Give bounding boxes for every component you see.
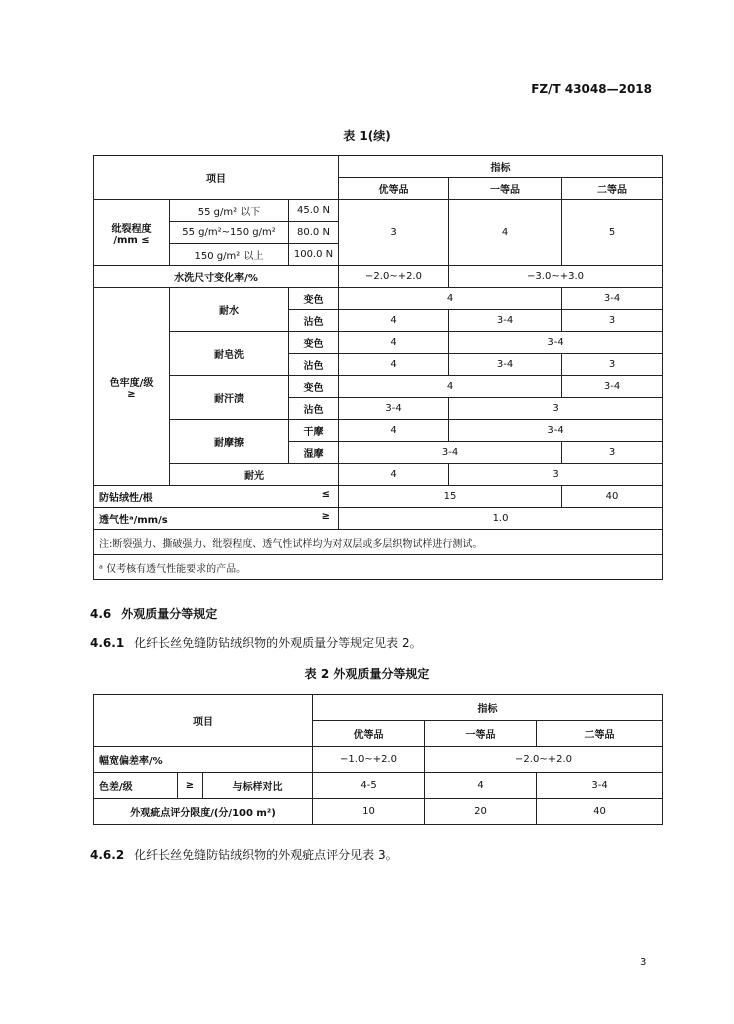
paragraph-number: 4.6.1 [90, 636, 125, 650]
table2-caption: 表 2 外观质量分等规定 [304, 667, 430, 681]
color-diff-symbol: ≥ [178, 773, 203, 799]
cell-value: 4 [339, 310, 449, 332]
seam-label-line2: /mm ≤ [113, 234, 150, 246]
rub-label: 耐摩擦 [170, 420, 289, 464]
air-label [94, 508, 339, 530]
grade-header: 优等品 [313, 721, 425, 747]
paragraph [90, 846, 398, 863]
soap-label: 耐皂洗 [170, 332, 289, 376]
fastness-label-line2: ≥ [127, 388, 136, 400]
dry-rub-label: 干摩 [289, 420, 339, 442]
section-title: 外观质量分等规定 [121, 607, 218, 621]
cell-value: 4-5 [313, 773, 425, 799]
table-row [94, 530, 663, 555]
color-diff-sub: 与标样对比 [203, 773, 313, 799]
cell-value: 4 [339, 354, 449, 376]
cell-value: 3-4 [449, 420, 663, 442]
table-row [94, 332, 663, 354]
seam-weight: 55 g/m² 以下 [170, 200, 289, 222]
table-row [94, 555, 663, 580]
paragraph-text: 化纤长丝免缝防钻绒织物的外观质量分等规定见表 2。 [134, 636, 422, 650]
page-number: 3 [640, 957, 647, 968]
fastness-label [94, 288, 170, 486]
cell-value: 3 [562, 442, 663, 464]
down-label [94, 486, 339, 508]
sweat-label: 耐汗渍 [170, 376, 289, 420]
table-row [94, 773, 663, 799]
cell-value: 40 [562, 486, 663, 508]
cell-value: 4 [339, 332, 449, 354]
air-symbol: ≥ [321, 511, 331, 522]
defect-label: 外观疵点评分限度/(分/100 m²) [94, 799, 313, 825]
wash-label: 水洗尺寸变化率/% [94, 266, 339, 288]
grade-header: 二等品 [537, 721, 663, 747]
grade-header: 二等品 [562, 178, 663, 200]
table-row [94, 464, 663, 486]
wash-value: −3.0~+3.0 [449, 266, 663, 288]
table-note: 注:断裂强力、撕破强力、纰裂程度、透气性试样均为对双层或多层织物试样进行测试。 [94, 530, 663, 555]
cell-value: −2.0~+2.0 [425, 747, 663, 773]
grade-header: 一等品 [449, 178, 562, 200]
grade-header: 一等品 [425, 721, 537, 747]
section-number: 4.6 [90, 607, 112, 621]
cell-value: 3-4 [562, 376, 663, 398]
cell-value: 20 [425, 799, 537, 825]
paragraph-number: 4.6.2 [90, 848, 125, 862]
staining-label: 沾色 [289, 354, 339, 376]
table-row [94, 695, 663, 721]
color-change-label: 变色 [289, 288, 339, 310]
table-row [94, 747, 663, 773]
cell-value: 3 [562, 310, 663, 332]
grade-header: 优等品 [339, 178, 449, 200]
table-row [94, 156, 663, 178]
down-label-text: 防钻绒性/根 [99, 493, 153, 504]
seam-force: 45.0 N [289, 200, 339, 222]
seam-label [94, 200, 170, 266]
table-row [94, 486, 663, 508]
col-item-header: 项目 [94, 156, 339, 200]
table-row [94, 420, 663, 442]
cell-value: 3 [449, 398, 663, 420]
cell-value: −1.0~+2.0 [313, 747, 425, 773]
table-row [94, 508, 663, 530]
cell-value: 3-4 [562, 288, 663, 310]
table2 [93, 694, 663, 825]
cell-value: 4 [339, 288, 562, 310]
cell-value: 4 [339, 376, 562, 398]
color-change-label: 变色 [289, 376, 339, 398]
width-label: 幅宽偏差率/% [94, 747, 313, 773]
standard-number: FZ/T 43048—2018 [531, 82, 652, 96]
table-row [94, 799, 663, 825]
fastness-label-line1: 色牢度/级 [109, 377, 154, 389]
wet-rub-label: 湿摩 [289, 442, 339, 464]
paragraph [90, 634, 422, 651]
cell-value: 40 [537, 799, 663, 825]
air-label-text: 透气性ᵃ/mm/s [99, 515, 168, 526]
water-label: 耐水 [170, 288, 289, 332]
table-footnote: ᵃ 仅考核有透气性能要求的产品。 [94, 555, 663, 580]
cell-value: 1.0 [339, 508, 663, 530]
seam-weight: 55 g/m²~150 g/m² [170, 222, 289, 244]
col-index-header: 指标 [339, 156, 663, 178]
seam-label-line1: 纰裂程度 [111, 223, 152, 235]
color-change-label: 变色 [289, 332, 339, 354]
down-symbol: ≤ [321, 489, 331, 500]
paragraph-text: 化纤长丝免缝防钻绒织物的外观疵点评分见表 3。 [134, 848, 398, 862]
seam-value: 4 [449, 200, 562, 266]
cell-value: 3-4 [339, 398, 449, 420]
seam-value: 3 [339, 200, 449, 266]
col-index-header: 指标 [313, 695, 663, 721]
light-label: 耐光 [170, 464, 339, 486]
table1 [93, 155, 663, 580]
table1-caption: 表 1(续) [343, 129, 391, 143]
cell-value: 3-4 [449, 354, 562, 376]
table-row [94, 200, 663, 222]
table-row [94, 376, 663, 398]
cell-value: 3 [562, 354, 663, 376]
section-heading [90, 605, 227, 622]
wash-value: −2.0~+2.0 [339, 266, 449, 288]
cell-value: 4 [339, 420, 449, 442]
col-item-header: 项目 [94, 695, 313, 747]
seam-value: 5 [562, 200, 663, 266]
cell-value: 4 [425, 773, 537, 799]
seam-force: 100.0 N [289, 244, 339, 266]
staining-label: 沾色 [289, 398, 339, 420]
seam-weight: 150 g/m² 以上 [170, 244, 289, 266]
cell-value: 3-4 [449, 332, 663, 354]
cell-value: 15 [339, 486, 562, 508]
table-row [94, 266, 663, 288]
table-row [94, 288, 663, 310]
color-diff-label: 色差/级 [94, 773, 178, 799]
cell-value: 3-4 [537, 773, 663, 799]
cell-value: 3-4 [339, 442, 562, 464]
cell-value: 3-4 [449, 310, 562, 332]
cell-value: 10 [313, 799, 425, 825]
seam-force: 80.0 N [289, 222, 339, 244]
cell-value: 3 [449, 464, 663, 486]
staining-label: 沾色 [289, 310, 339, 332]
cell-value: 4 [339, 464, 449, 486]
